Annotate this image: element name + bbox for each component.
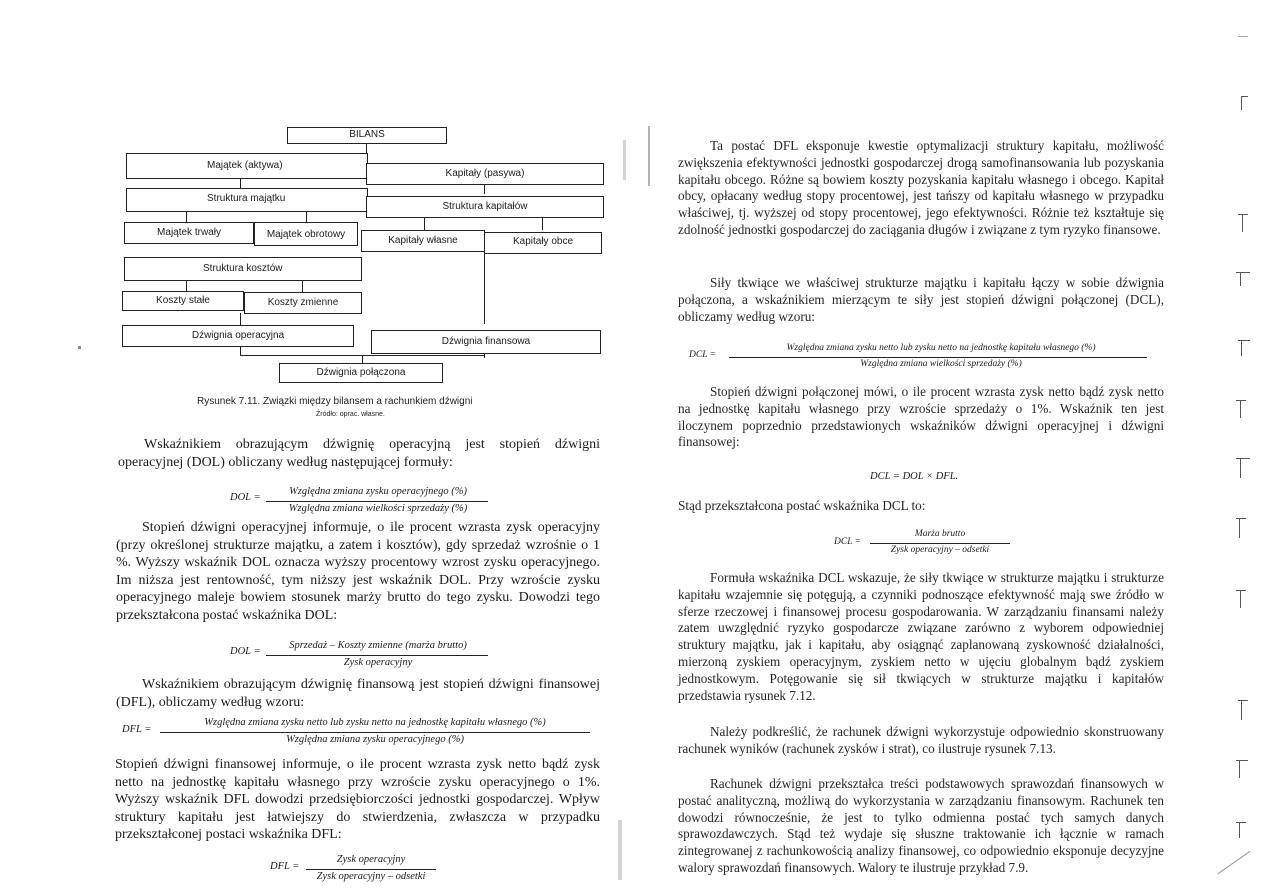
- right-paragraph-5: Formuła wskaźnika DCL wskazuje, że siły tkwiące w strukturze majątku i strukturze kapitału wzajemnie się potęgują, a czynniki podnoszące efektywność mają swe źródło w sferze rzeczowej i finansowej procesu gospodarowania. W zarządzaniu finansami należy zatem uwzględnić ryzyko gospodarcze związane zarówno z wyborem odpowiedniej struktury majątku, jak i kapitału, aby osiągnąć zaplanowaną zyskowność działalności, mierzoną zyskiem operacyjnym, zyskiem netto w ujęciu globalnym bądź zyskiem jednostkowym. Potęgowanie się sił tkwiących w strukturze majątku i kapitałów przedstawia rysunek 7.12.: [678, 570, 1164, 703]
- box-bilans: BILANS: [287, 127, 447, 144]
- left-paragraph-2: Stopień dźwigni operacyjnej informuje, o ile procent wzrasta zysk operacyjny (przy określonej strukturze majątku, a zatem i kosztów), gdy sprzedaż wzrośnie o 1 %. Wyższy wskaźnik DOL oznacza wyższy procentowy wzrost zysku operacyjnego. Im niższa jest rentowność, tym niższy jest wskaźnik DOL. Przy wzroście zysku operacyjnego maleje bowiem stosunek marży brutto do tego zysku. Dowodzi tego przekształcona postać wskaźnika DOL:: [116, 520, 600, 623]
- right-paragraph-1: Ta postać DFL eksponuje kwestie optymalizacji struktury kapitału, możliwość zwiększenia efektywności jednostki gospodarczej drogą samofinansowania lub pozyskania kapitału obcego. Różne są bowiem koszty pozyskania kapitału własnego i obcego. Kapitał obcy, opłacany według stopy procentowej, jest tańszy od kapitału własnego w przypadku właściwej, tj. wyższej od stopy procentowej, jego efektywności. Różnie też kształtuje się zdolność jednostki gospodarczej do zaciągania długów i związane z tym ryzyko finansowe.: [678, 138, 1164, 237]
- formula-dcl-1: DCL = Względna zmiana zysku netto lub zysku netto na jednostkę kapitału własnego (%) Względna zmiana wielkości sprzedaży (%): [689, 343, 1159, 377]
- right-paragraph-2: Siły tkwiące we właściwej strukturze majątku i kapitału łączy w sobie dźwignia połączona, a wskaźnikiem mierzącym te siły jest stopień dźwigni połączonej (DCL), obliczamy według wzoru:: [678, 275, 1164, 324]
- box-koszty-zmienne: Koszty zmienne: [244, 292, 362, 314]
- box-dzwignia-finansowa: Dźwignia finansowa: [371, 330, 601, 354]
- figure-caption: Rysunek 7.11. Związki między bilansem a rachunkiem dźwigni: [197, 396, 473, 407]
- box-kapitaly: Kapitały (pasywa): [366, 163, 604, 185]
- box-kapitaly-wlasne: Kapitały własne: [361, 230, 485, 252]
- box-koszty-stale: Koszty stałe: [122, 291, 244, 311]
- left-paragraph-3: Wskaźnikiem obrazującym dźwignię finansową jest stopień dźwigni finansowej (DFL), obliczamy według wzoru:: [116, 677, 600, 710]
- box-struktura-majatku: Struktura majątku: [126, 188, 368, 212]
- right-paragraph-6: Należy podkreślić, że rachunek dźwigni wykorzystuje odpowiednio skonstruowany rachunek wyników (rachunek zysków i strat), co ilustruje rysunek 7.13.: [678, 724, 1164, 756]
- right-paragraph-3: Stopień dźwigni połączonej mówi, o ile procent wzrasta zysk netto bądź zysk netto na jednostkę kapitału własnego przy wzroście sprzedaży o 1%. Wskaźnik ten jest iloczynem poprzednio przedstawionych wskaźników dźwigni operacyjnej i dźwigni finansowej:: [678, 384, 1164, 450]
- box-majatek-obrotowy: Majątek obrotowy: [254, 222, 358, 246]
- box-struktura-kosztow: Struktura kosztów: [124, 257, 362, 281]
- formula-dol-2: DOL = Sprzedaż – Koszty zmienne (marża brutto) Zysk operacyjny: [230, 640, 490, 674]
- formula-dol-1: DOL = Względna zmiana zysku operacyjnego (%) Względna zmiana wielkości sprzedaży (%): [230, 486, 490, 520]
- formula-dfl-2: DFL = Zysk operacyjny Zysk operacyjny – odsetki: [270, 854, 440, 888]
- formula-dcl-2: DCL = Marża brutto Zysk operacyjny – odsetki: [834, 529, 1014, 563]
- box-majatek: Majątek (aktywa): [126, 153, 368, 179]
- formula-dfl-1: DFL = Względna zmiana zysku netto lub zysku netto na jednostkę kapitału własnego (%) Względna zmiana zysku operacyjnego (%): [122, 717, 592, 751]
- box-majatek-trwaly: Majątek trwały: [124, 222, 254, 244]
- box-struktura-kapitalow: Struktura kapitałów: [366, 196, 604, 218]
- box-kapitaly-obce: Kapitały obce: [484, 232, 602, 254]
- figure-source: Źródło: oprac. własne.: [316, 411, 385, 418]
- box-dzwignia-polaczona: Dźwignia połączona: [279, 363, 443, 383]
- left-paragraph-1: Wskaźnikiem obrazującym dźwignię operacyjną jest stopień dźwigni operacyjnej (DOL) obliczany według następującej formuły:: [118, 437, 600, 470]
- box-dzwignia-operacyjna: Dźwignia operacyjna: [122, 325, 354, 347]
- formula-dcl-product: DCL = DOL × DFL.: [870, 471, 959, 482]
- right-paragraph-4: Stąd przekształcona postać wskaźnika DCL to:: [678, 498, 926, 513]
- left-paragraph-4: Stopień dźwigni finansowej informuje, o ile procent wzrasta zysk netto bądź zysk netto na jednostkę kapitału własnego przy wzroście zysku operacyjnego o 1%. Wyższy wskaźnik DFL dowodzi przedsiębiorczości jednostki gospodarczej. Wpływ struktury kapitału jest łatwiejszy do stwierdzenia, zwłaszcza w przypadku przekształconej postaci wskaźnika DFL:: [115, 757, 600, 842]
- right-paragraph-7: Rachunek dźwigni przekształca treści podstawowych sprawozdań finansowych w postać analityczną, możliwą do wykorzystania w zarządzaniu finansowym. Rachunek ten dowodzi równocześnie, że jest to tylko odmienna postać tych samych danych sprawozdawczych. Stąd też wydaje się słuszne traktowanie ich łącznie w ramach zintegrowanej z rachunkowością analizy finansowej, co odpowiednio eksponuje decyzyjne walory sprawozdań finansowych. Walory te ilustruje przykład 7.9.: [678, 776, 1164, 875]
